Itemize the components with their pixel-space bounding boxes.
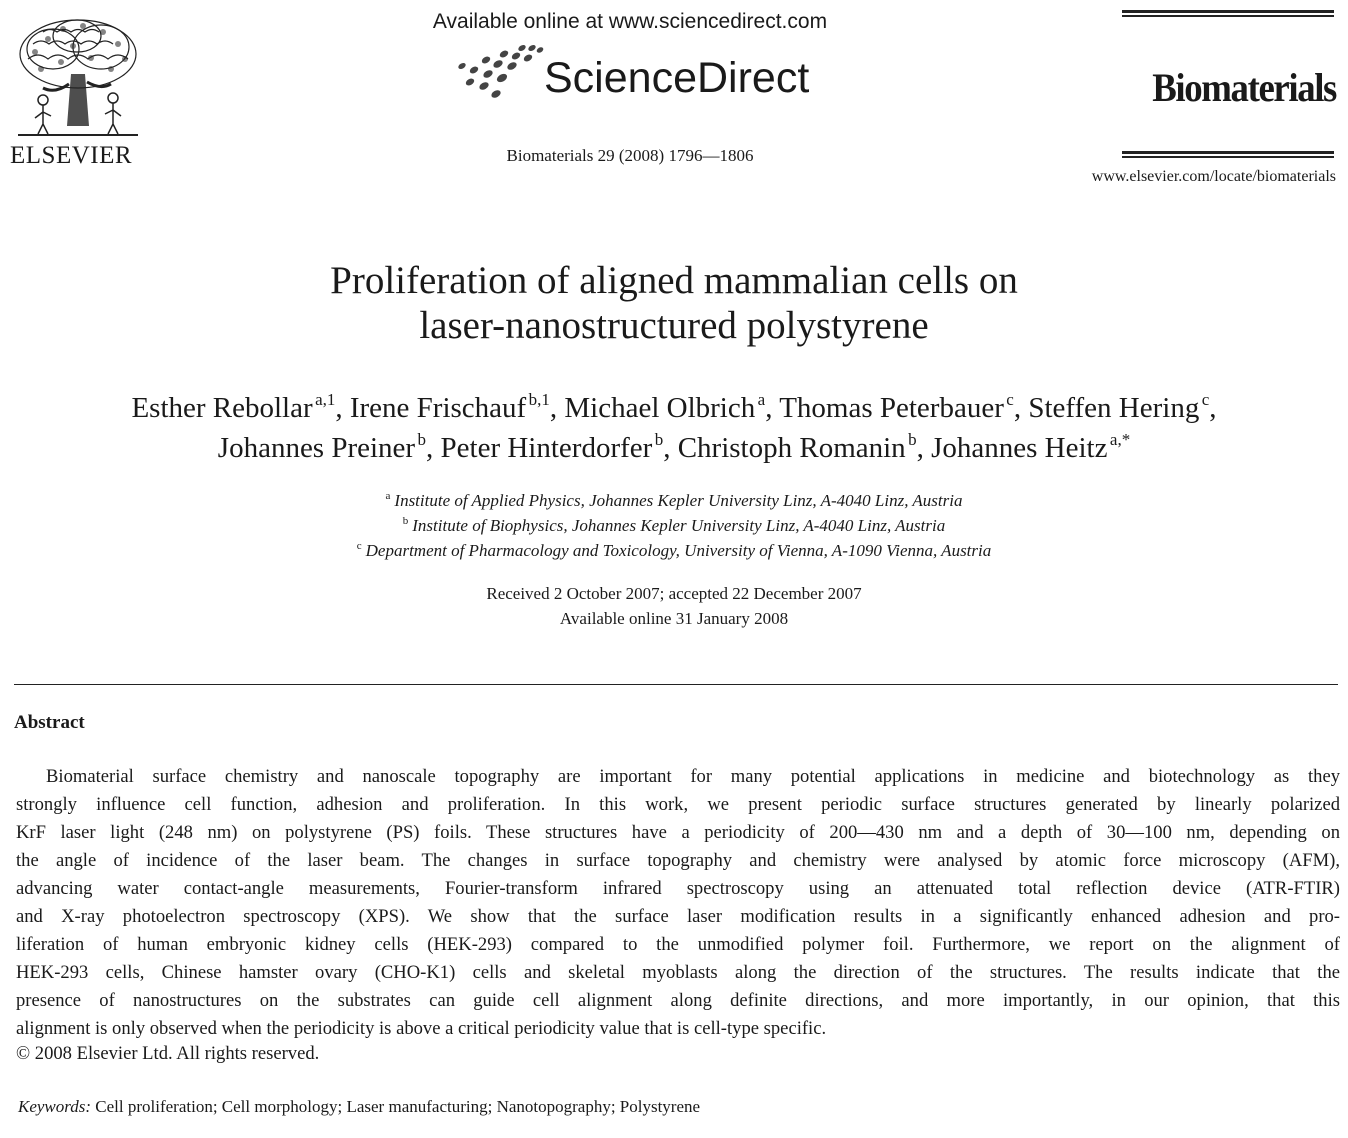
keywords [18,1097,700,1117]
author-affiliation-mark: b [417,430,427,449]
abstract-line: the angle of incidence of the laser beam. The changes in surface topography and chemistry were analysed by atomic force microscopy (AFM), [16,850,1340,871]
author-separator: , [663,432,678,464]
journal-url: www.elsevier.com/locate/biomaterials [1091,168,1336,185]
author-separator: , [335,392,350,424]
masthead-bottom-rule [1122,151,1334,158]
affiliation-text: Institute of Applied Physics, Johannes Kepler University Linz, A-4040 Linz, Austria [394,491,963,510]
masthead-top-rule [1122,10,1334,17]
affiliation-mark: a [385,490,391,502]
author-separator: , [916,432,932,464]
journal-name: Biomaterials [1152,65,1336,110]
author-name: Steffen Hering [1028,392,1200,424]
author-separator: , [765,392,780,424]
author-name: Peter Hinterdorfer [440,432,653,464]
article-dates [0,581,1348,631]
available-online-text: Available online at www.sciencedirect.com [432,10,828,33]
abstract-line: Biomaterial surface chemistry and nanoscale topography are important for many potential applications in medicine and biotechnology as they [46,766,1340,787]
abstract-line: advancing water contact-angle measurements, Fourier-transform infrared spectroscopy using an attenuated total reflection device (ATR-FTIR) [16,878,1340,899]
abstract-line: liferation of human embryonic kidney cells (HEK-293) compared to the unmodified polymer foil. Furthermore, we report on the alignment of [16,934,1340,955]
author-name: Johannes Heitz [931,432,1108,464]
author-separator: , [426,432,441,464]
abstract-body [16,763,1340,1043]
affiliation-item [0,488,1348,513]
keywords-label: Keywords: [18,1097,92,1116]
author-line [0,388,1348,428]
abstract-line: presence of nanostructures on the substrates can guide cell alignment along definite directions, and more importantly, in our opinion, that this [16,990,1340,1011]
author-affiliation-mark: a,1 [315,390,336,409]
author-affiliation-mark: b [908,430,917,449]
available-date: Available online 31 January 2008 [559,609,789,628]
abstract-line: KrF laser light (248 nm) on polystyrene (PS) foils. These structures have a periodicity of 200—430 nm and a depth of 30—100 nm, depending on [16,822,1340,843]
author-name: Michael Olbrich [564,392,756,424]
author-separator: , [1209,392,1217,424]
affiliation-text: Department of Pharmacology and Toxicology, University of Vienna, A-1090 Vienna, Austria [365,541,992,560]
journal-reference: Biomaterials 29 (2008) 1796—1806 [506,146,754,165]
elsevier-logo [10,14,150,174]
sciencedirect-logo [452,42,822,108]
abstract-line: and X-ray photoelectron spectroscopy (XPS). We show that the surface laser modification results in a significantly enhanced adhesion and pro- [16,906,1340,927]
keywords-list: Cell proliferation; Cell morphology; Laser manufacturing; Nanotopography; Polystyrene [95,1097,701,1116]
author-list [0,388,1348,468]
author-separator: , [1013,392,1029,424]
author-affiliation-mark: c [1201,390,1210,409]
author-name: Thomas Peterbauer [779,392,1004,424]
author-name: Esther Rebollar [131,392,313,424]
sciencedirect-dots-icon [452,42,544,102]
affiliation-text: Institute of Biophysics, Johannes Kepler University Linz, A-4040 Linz, Austria [412,516,946,535]
elsevier-tree-icon [13,14,143,139]
author-affiliation-mark: a [757,390,766,409]
section-divider [14,684,1338,685]
affiliation-mark: c [356,540,362,552]
copyright-notice: © 2008 Elsevier Ltd. All rights reserved. [16,1043,320,1064]
abstract-line: HEK-293 cells, Chinese hamster ovary (CHO-K1) cells and skeletal myoblasts along the direction of the structures. The results indicate that the [16,962,1340,983]
paper-title-line: laser-nanostructured polystyrene [419,304,929,347]
affiliation-item [0,538,1348,563]
affiliation-list [0,488,1348,563]
author-name: Christoph Romanin [677,432,906,464]
affiliation-mark: b [402,515,409,527]
paper-title-line: Proliferation of aligned mammalian cells on [330,259,1018,302]
author-name: Johannes Preiner [217,432,416,464]
author-affiliation-mark: c [1006,390,1014,409]
author-affiliation-mark: b,1 [528,390,550,409]
affiliation-item [0,513,1348,538]
journal-masthead [1091,8,1336,192]
author-separator: , [549,392,565,424]
author-line [0,428,1348,468]
received-date: Received 2 October 2007; accepted 22 December 2007 [486,584,862,603]
abstract-heading: Abstract [14,712,85,733]
abstract-line: alignment is only observed when the periodicity is above a critical periodicity value that is cell-type specific. [16,1018,827,1039]
paper-title [0,258,1348,348]
sciencedirect-wordmark: ScienceDirect [544,54,810,102]
author-name: Irene Frischauf [349,392,527,424]
abstract-line: strongly influence cell function, adhesion and proliferation. In this work, we present periodic surface structures generated by linearly polarized [16,794,1340,815]
author-affiliation-mark: a,* [1109,430,1131,449]
author-affiliation-mark: b [654,430,664,449]
elsevier-wordmark: ELSEVIER [10,142,133,169]
